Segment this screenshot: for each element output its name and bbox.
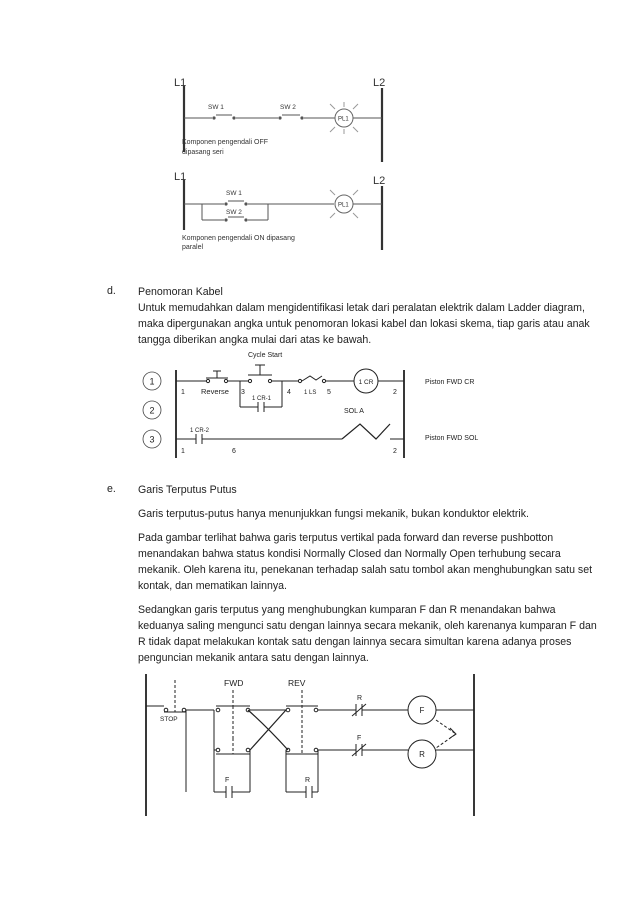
svg-text:F: F	[419, 706, 425, 715]
r-seal-label: R	[305, 777, 311, 784]
caption-1-line1: Komponen pengendali OFF	[182, 139, 268, 146]
svg-text:1: 1	[149, 376, 155, 387]
mechanical-interlock-line	[436, 720, 456, 748]
coil-f	[408, 696, 436, 724]
wire-number-1: 1	[181, 389, 185, 396]
label-piston-fwd-cr: Piston FWD CR	[425, 379, 475, 386]
wire-number-5: 5	[327, 389, 331, 396]
f-seal-contact	[226, 786, 232, 798]
wire-number-2a: 2	[393, 389, 397, 396]
section-e-paragraph-3: Sedangkan garis terputus yang menghubungkan kumparan F dan R menandakan bahwa keduanya saling mengunci satu dengan lainnya secara mekanik, oleh karenanya kumparan F dan R tidak dapat melakukan kontak satu dengan lainnya secara simultan karena adanya proses penguncian mekanik antara satu dengan lainnya.	[138, 604, 597, 664]
cycle-start-pushbutton	[248, 365, 272, 383]
rev-label: REV	[288, 678, 306, 688]
sol-a-label: SOL A	[344, 408, 364, 415]
r-contact-label: R	[357, 695, 363, 702]
rung-number-3	[143, 430, 161, 448]
wire-number-3: 3	[241, 389, 245, 396]
svg-text:3: 3	[149, 434, 155, 445]
rung-number-1	[143, 372, 161, 390]
limit-switch-1ls	[298, 376, 325, 383]
wire-number-2b: 2	[393, 448, 397, 455]
section-d-heading: Penomoran Kabel	[138, 286, 223, 298]
wire-number-6: 6	[232, 448, 236, 455]
figure-numbered-ladder	[140, 350, 500, 460]
sw1-contact	[224, 202, 227, 205]
stop-label: STOP	[160, 716, 178, 723]
section-e-paragraph-2: Pada gambar terlihat bahwa garis terputus vertikal pada forward dan reverse pushbotton menandakan bahwa status kondisi Normally Closed dan Normally Open terhubung secara mekanik. Oleh karena itu, penekanan terhadap salah satu tombol akan menghubungkan satu set kontak, dan mematikan lainnya.	[138, 532, 593, 592]
cycle-start-label: Cycle Start	[248, 352, 283, 359]
section-e-letter: e.	[107, 483, 116, 495]
l1-label: L1	[174, 77, 187, 89]
sw1-contact	[212, 116, 215, 119]
contact-1cr-2	[196, 434, 202, 444]
stop-pushbutton	[164, 680, 186, 712]
section-e-content	[138, 482, 598, 674]
seal-contact-1cr-1	[258, 402, 264, 412]
section-d-body: Untuk memudahkan dalam mengidentifikasi letak dari peralatan elektrik dalam Ladder diagram, maka dipergunakan angka untuk penomoran lokasi kabel dan lokasi skema, tiap garis atau anak tangga diberikan angka mulai dari atas ke bawah.	[138, 302, 590, 346]
rung-number-2	[143, 401, 161, 419]
wire-number-4: 4	[287, 389, 291, 396]
svg-text:2: 2	[149, 405, 155, 416]
label-piston-fwd-sol: Piston FWD SOL	[425, 435, 479, 442]
l2-label: L2	[373, 77, 386, 89]
contact-1cr-1-label: 1 CR-1	[252, 396, 272, 402]
section-d-content	[138, 284, 598, 348]
sw1-label: SW 1	[226, 190, 242, 197]
f-contact-label: F	[357, 735, 362, 742]
reverse-pushbutton	[206, 371, 228, 383]
reverse-label: Reverse	[201, 387, 229, 396]
wire-number-1b: 1	[181, 448, 185, 455]
svg-text:R: R	[419, 750, 425, 759]
rev-pushbutton	[286, 690, 318, 754]
sw1-label: SW 1	[208, 104, 224, 111]
svg-text:1 CR: 1 CR	[358, 379, 374, 386]
section-d-letter: d.	[107, 285, 116, 297]
caption-1-line2: dipasang seri	[182, 149, 224, 156]
sw2-contact	[278, 116, 281, 119]
coil-r	[408, 740, 436, 768]
sw2-label: SW 2	[280, 104, 296, 111]
caption-2-line1: Komponen pengendali ON dipasang	[182, 235, 295, 242]
section-e-heading: Garis Terputus Putus	[138, 484, 237, 496]
limit-switch-label: 1 LS	[304, 390, 317, 396]
f-seal-label: F	[225, 777, 230, 784]
l1-label: L1	[174, 171, 187, 183]
pl1-label: PL1	[338, 116, 349, 123]
solenoid-sol-a	[342, 424, 390, 439]
section-e-paragraph-1: Garis terputus-putus hanya menunjukkan fungsi mekanik, bukan konduktor elektrik.	[138, 508, 530, 520]
contact-1cr-2-label: 1 CR-2	[190, 428, 210, 434]
l2-label: L2	[373, 175, 386, 187]
figure-series-circuit	[168, 74, 408, 164]
fwd-label: FWD	[224, 678, 244, 688]
caption-2-line2: paralel	[182, 244, 204, 251]
figure-fwd-rev-interlock	[138, 668, 518, 818]
fwd-pushbutton	[216, 690, 250, 754]
figure-parallel-circuit	[168, 168, 408, 252]
pl1-label: PL1	[338, 202, 349, 209]
sw2-contact	[224, 218, 227, 221]
r-seal-contact	[306, 786, 312, 798]
coil-1cr	[354, 369, 378, 393]
sw2-label: SW 2	[226, 209, 242, 216]
